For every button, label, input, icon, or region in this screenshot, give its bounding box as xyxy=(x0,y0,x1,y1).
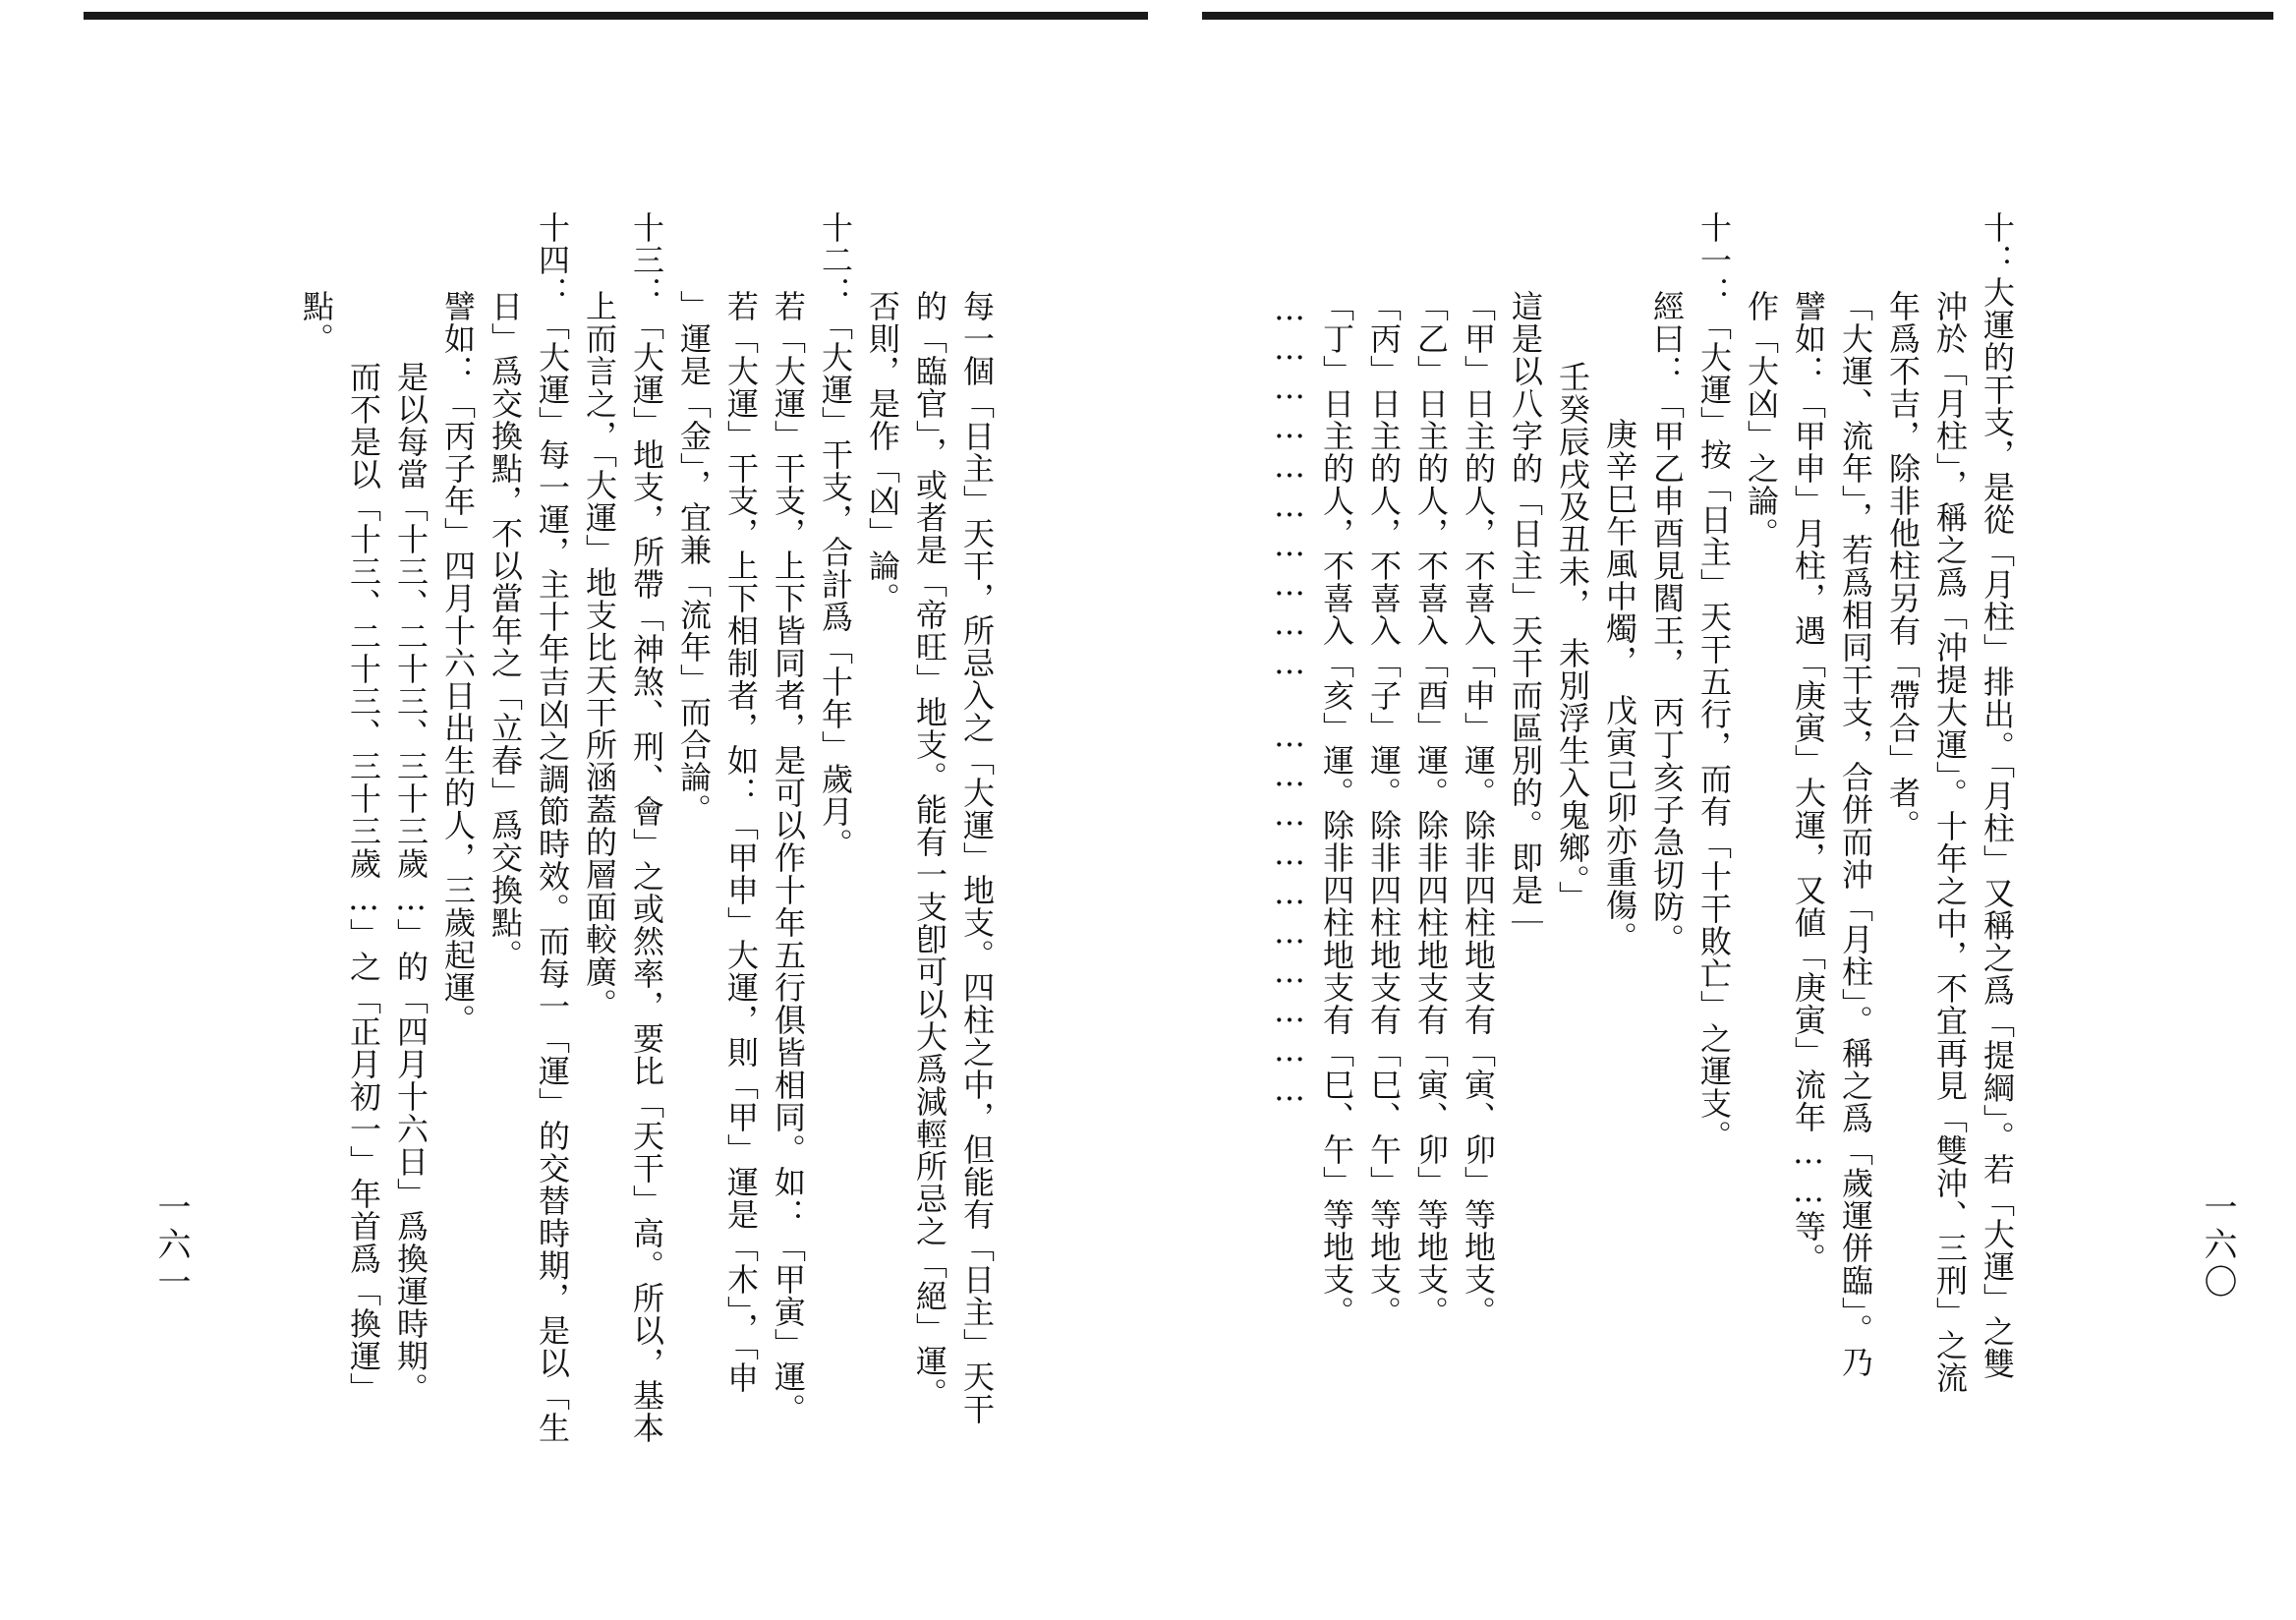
verse-line: 庚辛巳午風中燭， 戊寅己卯亦重傷。 xyxy=(1601,418,1638,954)
text-line: 譬如：「甲申」月柱，遇「庚寅」大運，又値「庚寅」流年……等。 xyxy=(1790,290,1827,1275)
dotted-separator: ………………………… ………………………… xyxy=(1271,290,1308,1110)
text-line: 點。 xyxy=(298,290,335,355)
text-line: 經曰：「甲乙申酉見閻王， 丙丁亥子急切防。 xyxy=(1648,290,1686,955)
top-rule xyxy=(1202,12,2273,20)
text-line: 日」爲交換點，不以當年之「立春」爲交換點。 xyxy=(487,290,524,971)
text-line: 是以每當「十三、二十三、三十三歲…」的「四月十六日」爲換運時期。 xyxy=(392,361,430,1405)
text-line: 上而言之，「大運」地支比天干所涵蓋的層面較廣。 xyxy=(581,290,618,1020)
text-line: 「乙」日主的人，不喜入「酉」運。除非四柱地支有「寅、卯」等地支。 xyxy=(1412,290,1450,1328)
page-text xyxy=(79,211,1001,1607)
text-line: 譬如：「丙子年」四月十六日出生的人，三歲起運。 xyxy=(439,290,477,1036)
text-line: 「大運、流年」，若爲相同干支，合併而沖「月柱」。稱之爲「歲運併臨」。乃 xyxy=(1837,290,1874,1378)
text-line: 年爲不吉，除非他柱另有「帶合」者。 xyxy=(1884,290,1922,841)
text-line: 」運是「金」，宜兼「流年」而合論。 xyxy=(675,290,713,826)
text-line: 若「大運」干支，上下皆同者，是可以作十年五行俱皆相同。如：「甲寅」運。 xyxy=(770,290,807,1425)
section-heading: 十一：「大運」按「日主」天干五行，而有「十干敗亡」之運支。 xyxy=(1695,211,1733,1152)
text-line: 這是以八字的「日主」天干而區別的。即是｜ xyxy=(1507,290,1544,939)
text-line: 「丁」日主的人，不喜入「亥」運。除非四柱地支有「巳、午」等地支。 xyxy=(1318,290,1355,1328)
section-heading: 十四：「大運」每一運，主十年吉凶之調節時效。而每一「運」的交替時期，是以「生 xyxy=(534,211,571,1444)
section-heading: 十二：「大運」干支，合計爲「十年」歲月。 xyxy=(817,211,854,860)
text-line: 每一個「日主」天干，所忌入之「大運」地支。四柱之中，但能有「日主」天干 xyxy=(958,290,996,1425)
text-line: 「丙」日主的人，不喜入「子」運。除非四柱地支有「巳、午」等地支。 xyxy=(1365,290,1403,1328)
text-line: 「甲」日主的人，不喜入「申」運。除非四柱地支有「寅、卯」等地支。 xyxy=(1460,290,1497,1328)
page-number: 一六〇 xyxy=(2198,1189,2237,1302)
text-line: 沖於「月柱」，稱之爲「沖提大運」。十年之中，不宜再見「雙沖、三刑」之流 xyxy=(1931,290,1969,1394)
section-heading: 十：大運的干支，是從「月柱」排出。「月柱」又稱之爲「提綱」。若「大運」之雙 xyxy=(1979,211,2016,1380)
verse-line: 壬癸辰戌及丑未， 未別浮生入鬼鄉。」 xyxy=(1554,361,1591,913)
top-rule xyxy=(84,12,1148,20)
page-right xyxy=(1148,0,2296,1620)
text-line: 作「大凶」之論。 xyxy=(1743,290,1780,550)
page-text xyxy=(1187,211,2021,1607)
text-line: 若「大運」干支，上下相制者，如：「甲申」大運，則「甲」運是「木」，「申 xyxy=(722,290,760,1394)
text-line: 否則，是作「凶」論。 xyxy=(864,290,901,614)
section-heading: 十三：「大運」地支，所帶「神煞、刑、會」之或然率，要比「天干」高。所以，基本 xyxy=(628,211,665,1444)
text-line: 而不是以「十三、二十三、三十三歲…」之「正月初一」年首爲「換運」 xyxy=(345,361,382,1405)
text-line: 的「臨官」，或者是「帝旺」地支。能有一支卽可以大爲減輕所忌之「絕」運。 xyxy=(911,290,948,1410)
page-number: 一六一 xyxy=(151,1189,191,1302)
